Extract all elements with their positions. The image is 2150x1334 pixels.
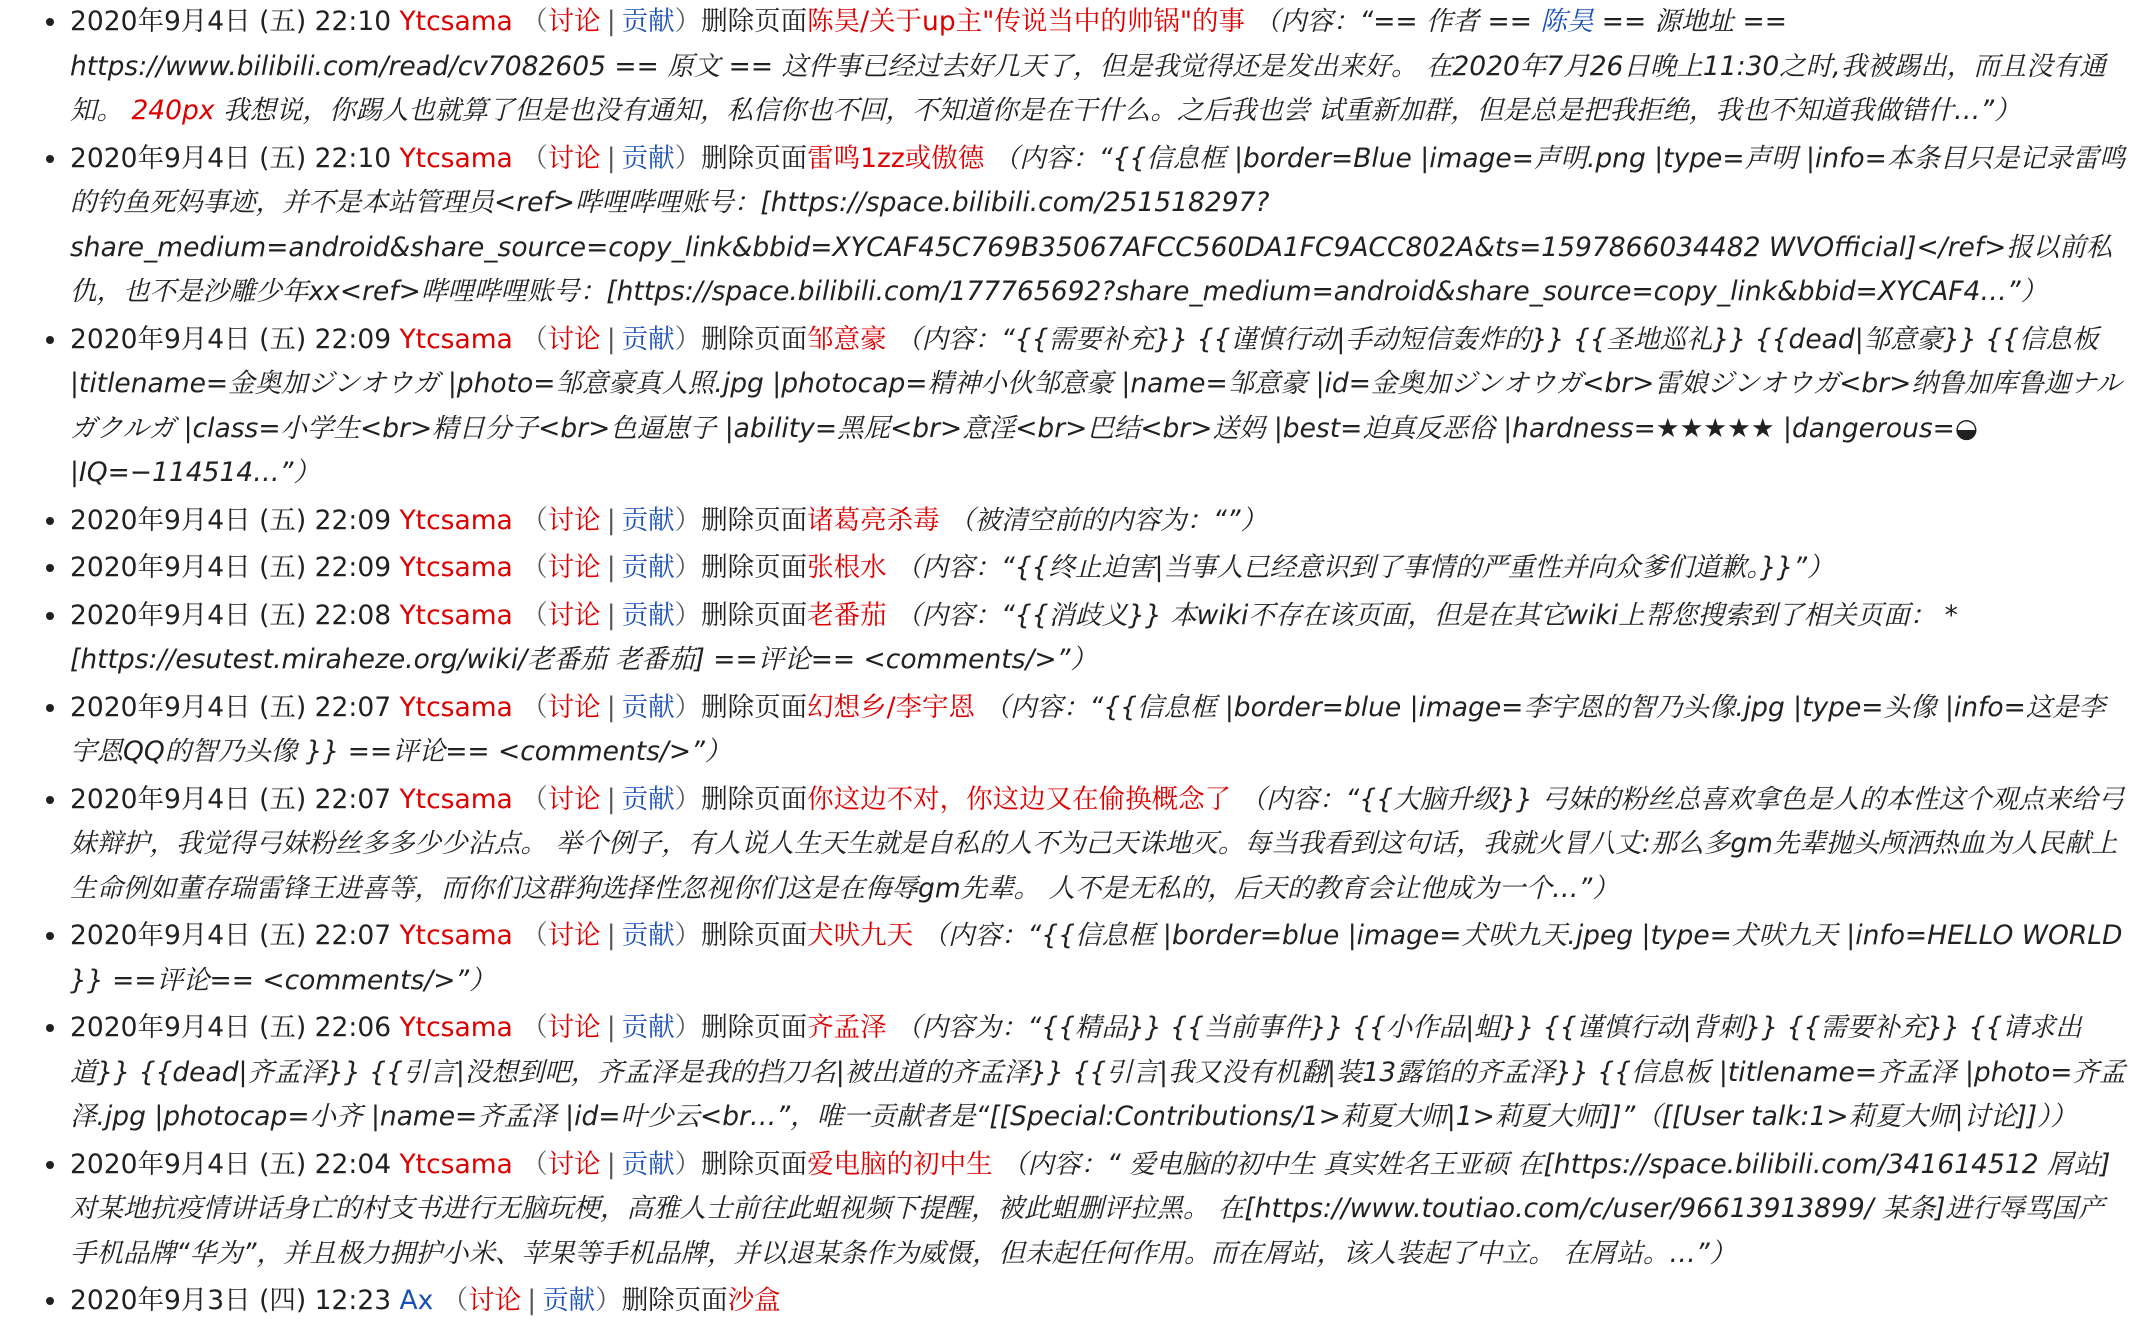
talk-link[interactable]: 讨论 xyxy=(547,1148,601,1180)
talk-link[interactable]: 讨论 xyxy=(547,142,601,174)
log-entry: 2020年9月4日 (五) 22:09 Ytcsama （讨论 | 贡献）删除页面邹意豪 （内容：“{{需要补充}} {{谨慎行动|手动短信轰炸的}} {{圣地巡礼}} {{dead|邹意豪}} {{信息板 |titlename=金奥加ジンオウガ |photo=邹意豪真人照.jpg |photocap=精神小伙邹意豪 |name=邹意豪 |id=金奥加ジンオウガ<br>雷娘ジンオウガ<br>纳鲁加库鲁迦ナルガクルガ |class=小学生<br>精日分子<br>色逼崽子 |ability=黑屁<br>意淫<br>巴结<br>送妈 |best=迫真反恶俗 |hardness=★★★★★ |dangerous=◒ |IQ=−114514…”） xyxy=(70,318,2130,496)
entry-timestamp: 2020年9月4日 (五) 22:04 xyxy=(70,1148,392,1180)
action-text: 删除页面 xyxy=(701,142,808,174)
user-link[interactable]: Ytcsama xyxy=(399,1012,513,1043)
action-text: 删除页面 xyxy=(701,323,808,355)
contribs-link[interactable]: 贡献 xyxy=(621,1012,675,1043)
entry-timestamp: 2020年9月3日 (四) 12:23 xyxy=(70,1285,392,1316)
deleted-page-link[interactable]: 诸葛亮杀毒 xyxy=(807,504,940,536)
action-text: 删除页面 xyxy=(701,6,808,37)
deleted-content-summary: （内容为：“{{精品}} {{当前事件}} {{小作品|蛆}} {{谨慎行动|背刺}} {{需要补充}} {{请求出道}} {{dead|齐孟泽}} {{引言|没想到吧，齐孟泽是我的挡刀名|被出道的齐孟泽}} {{引言|我又没有机翻|装13露馅的齐孟泽}} {{信息板 |titlename=齐孟泽 |photo=齐孟泽.jpg |photocap=小齐 |name=齐孟泽 |id=叶少云<br…”，唯一贡献者是“[[Special:Contributions/1>莉夏大师|1>莉夏大师]]”（[[User talk:1>莉夏大师|讨论]]）） xyxy=(70,1012,2126,1132)
deleted-page-link[interactable]: 犬吠九天 xyxy=(807,920,914,951)
user-link[interactable]: Ytcsama xyxy=(399,783,513,815)
user-link[interactable]: Ytcsama xyxy=(399,142,513,174)
talk-link[interactable]: 讨论 xyxy=(547,6,601,37)
contribs-link[interactable]: 贡献 xyxy=(621,6,675,37)
deleted-content-summary: （内容：“{{信息框 |border=blue |image=犬吠九天.jpeg |type=犬吠九天 |info=HELLO WORLD }} ==评论== <comments/>”） xyxy=(70,920,2123,996)
action-text: 删除页面 xyxy=(701,691,808,723)
talk-link[interactable]: 讨论 xyxy=(547,599,601,631)
deleted-content-summary: （内容：“{{大脑升级}} 弓妹的粉丝总喜欢拿色是人的本性这个观点来给弓妹辩护，我觉得弓妹粉丝多多少少沾点。 举个例子，有人说人生天生就是自私的人不为己天诛地灭。每当我看到这句话，我就火冒八丈:那么多gm先辈抛头颅洒热血为人民献上生命例如董存瑞雷锋王进喜等，而你们这群狗选择性忽视你们这是在侮辱gm先辈。 人不是无私的，后天的教育会让他成为一个…”） xyxy=(70,783,2125,904)
log-entry: 2020年9月4日 (五) 22:09 Ytcsama （讨论 | 贡献）删除页面张根水 （内容：“{{终止迫害|当事人已经意识到了事情的严重性并向众爹们道歉。}}”） xyxy=(70,546,2130,591)
deleted-page-link[interactable]: 爱电脑的初中生 xyxy=(807,1148,993,1180)
deleted-content-summary: （被清空前的内容为：“”） xyxy=(948,504,1268,536)
action-text: 删除页面 xyxy=(621,1285,728,1316)
user-link[interactable]: Ytcsama xyxy=(399,599,513,631)
contribs-link[interactable]: 贡献 xyxy=(621,142,675,174)
deleted-content-summary: （内容：“{{终止迫害|当事人已经意识到了事情的严重性并向众爹们道歉。}}”） xyxy=(895,552,1834,583)
deleted-page-link[interactable]: 张根水 xyxy=(807,552,887,583)
talk-link[interactable]: 讨论 xyxy=(547,783,601,815)
action-text: 删除页面 xyxy=(701,1148,808,1180)
talk-link[interactable]: 讨论 xyxy=(468,1285,522,1316)
contribs-link[interactable]: 贡献 xyxy=(621,783,675,815)
log-entry: 2020年9月4日 (五) 22:10 Ytcsama （讨论 | 贡献）删除页面陈昊/关于up主"传说当中的帅锅"的事 （内容：“== 作者 == 陈昊 == 源地址 == https://www.bilibili.com/read/cv7082605 == 原文 == 这件事已经过去好几天了，但是我觉得还是发出来好。 在2020年7月26日晚上11:30之时,我被踢出，而且没有通知。 240px 我想说，你踢人也就算了但是也没有通知，私信你也不回，不知道你是在干什么。之后我也尝 试重新加群，但是总是把我拒绝，我也不知道我做错什…”） xyxy=(70,0,2130,134)
contribs-link[interactable]: 贡献 xyxy=(542,1285,596,1316)
entry-timestamp: 2020年9月4日 (五) 22:08 xyxy=(70,599,392,631)
log-entry: 2020年9月4日 (五) 22:04 Ytcsama （讨论 | 贡献）删除页面爱电脑的初中生 （内容：“ 爱电脑的初中生 真实姓名王亚硕 在[https://space.bilibili.com/341614512 屑站] 对某地抗疫情讲话身亡的村支书进行无脑玩梗，高雅人士前往此蛆视频下提醒，被此蛆删评拉黑。 在[https://www.toutiao.com/c/user/96613913899/ 某条]进行辱骂国产手机品牌“华为”，并且极力拥护小米、苹果等手机品牌，并以退某条作为威慑，但未起任何作用。而在屑站，该人装起了中立。 在屑站。…”） xyxy=(70,1143,2130,1277)
user-link[interactable]: Ytcsama xyxy=(399,323,513,355)
log-entry: 2020年9月4日 (五) 22:10 Ytcsama （讨论 | 贡献）删除页面雷鸣1zz或傲德 （内容：“{{信息框 |border=Blue |image=声明.png |type=声明 |info=本条目只是记录雷鸣的钓鱼死妈事迹，并不是本站管理员<ref>哔哩哔哩账号：[https://space.bilibili.com/251518297?share_medium=android&share_source=copy_link&bbid=XYCAF45C769B35067AFCC560DA1FC9ACC802A&ts=1597866034482 WVOfficial]</ref>报以前私仇，也不是沙雕少年xx<ref>哔哩哔哩账号：[https://space.bilibili.com/177765692?share_medium=android&share_source=copy_link&bbid=XYCAF4…”） xyxy=(70,137,2130,315)
talk-link[interactable]: 讨论 xyxy=(547,920,601,951)
talk-link[interactable]: 讨论 xyxy=(547,1012,601,1043)
contribs-link[interactable]: 贡献 xyxy=(621,504,675,536)
log-entry: 2020年9月4日 (五) 22:07 Ytcsama （讨论 | 贡献）删除页面犬吠九天 （内容：“{{信息框 |border=blue |image=犬吠九天.jpeg |type=犬吠九天 |info=HELLO WORLD }} ==评论== <comments/>”） xyxy=(70,914,2130,1003)
contribs-link[interactable]: 贡献 xyxy=(621,1148,675,1180)
log-entry: 2020年9月4日 (五) 22:07 Ytcsama （讨论 | 贡献）删除页面幻想乡/李宇恩 （内容：“{{信息框 |border=blue |image=李宇恩的智乃头像.jpg |type=头像 |info=这是李宇恩QQ的智乃头像 }} ==评论== <comments/>”） xyxy=(70,686,2130,775)
talk-link[interactable]: 讨论 xyxy=(547,552,601,583)
entry-timestamp: 2020年9月4日 (五) 22:07 xyxy=(70,783,392,815)
log-entry: 2020年9月4日 (五) 22:09 Ytcsama （讨论 | 贡献）删除页面诸葛亮杀毒 （被清空前的内容为：“”） xyxy=(70,499,2130,544)
deleted-content-summary: （内容：“{{需要补充}} {{谨慎行动|手动短信轰炸的}} {{圣地巡礼}} {{dead|邹意豪}} {{信息板 |titlename=金奥加ジンオウガ |photo=邹意豪真人照.jpg |photocap=精神小伙邹意豪 |name=邹意豪 |id=金奥加ジンオウガ<br>雷娘ジンオウガ<br>纳鲁加库鲁迦ナルガクルガ |class=小学生<br>精日分子<br>色逼崽子 |ability=黑屁<br>意淫<br>巴结<br>送妈 |best=迫真反恶俗 |hardness=★★★★★ |dangerous=◒ |IQ=−114514…”） xyxy=(70,323,2123,488)
deleted-content-summary: （内容：“{{信息框 |border=blue |image=李宇恩的智乃头像.jpg |type=头像 |info=这是李宇恩QQ的智乃头像 }} ==评论== <comments/>”） xyxy=(70,691,2106,767)
entry-timestamp: 2020年9月4日 (五) 22:07 xyxy=(70,920,392,951)
log-entry: 2020年9月4日 (五) 22:08 Ytcsama （讨论 | 贡献）删除页面老番茄 （内容：“{{消歧义}} 本wiki不存在该页面，但是在其它wiki上帮您搜索到了相关页面： * [https://esutest.miraheze.org/wiki/老番茄 老番茄] ==评论== <comments/>”） xyxy=(70,594,2130,683)
deleted-page-link[interactable]: 沙盒 xyxy=(727,1285,781,1316)
user-link[interactable]: Ax xyxy=(399,1285,434,1316)
contribs-link[interactable]: 贡献 xyxy=(621,323,675,355)
deleted-page-link[interactable]: 雷鸣1zz或傲德 xyxy=(807,142,985,174)
talk-link[interactable]: 讨论 xyxy=(547,691,601,723)
contribs-link[interactable]: 贡献 xyxy=(621,920,675,951)
deleted-content-summary: （内容：“{{消歧义}} 本wiki不存在该页面，但是在其它wiki上帮您搜索到了相关页面： * [https://esutest.miraheze.org/wiki/老番茄 老番茄] ==评论== <comments/>”） xyxy=(70,599,1958,675)
deleted-page-link[interactable]: 老番茄 xyxy=(807,599,887,631)
contribs-link[interactable]: 贡献 xyxy=(621,691,675,723)
action-text: 删除页面 xyxy=(701,504,808,536)
entry-timestamp: 2020年9月4日 (五) 22:09 xyxy=(70,504,392,536)
deleted-content-summary: （内容：“ 爱电脑的初中生 真实姓名王亚硕 在[https://space.bilibili.com/341614512 屑站] 对某地抗疫情讲话身亡的村支书进行无脑玩梗，高雅人士前往此蛆视频下提醒，被此蛆删评拉黑。 在[https://www.toutiao.com/c/user/96613913899/ 某条]进行辱骂国产手机品牌“华为”，并且极力拥护小米、苹果等手机品牌，并以退某条作为威慑，但未起任何作用。而在屑站，该人装起了中立。 在屑站。…”） xyxy=(70,1148,2111,1269)
deleted-content-summary: （内容：“{{信息框 |border=Blue |image=声明.png |type=声明 |info=本条目只是记录雷鸣的钓鱼死妈事迹，并不是本站管理员<ref>哔哩哔哩账号：[https://space.bilibili.com/251518297?share_medium=android&share_source=copy_link&bbid=XYCAF45C769B35067AFCC560DA1FC9ACC802A&ts=1597866034482 WVOfficial]</ref>报以前私仇，也不是沙雕少年xx<ref>哔哩哔哩账号：[https://space.bilibili.com/177765692?share_medium=android&share_source=copy_link&bbid=XYCAF4…”） xyxy=(70,142,2126,307)
entry-timestamp: 2020年9月4日 (五) 22:09 xyxy=(70,323,392,355)
user-link[interactable]: Ytcsama xyxy=(399,1148,513,1180)
talk-link[interactable]: 讨论 xyxy=(547,323,601,355)
content-inline-link[interactable]: 陈昊 xyxy=(1540,6,1594,37)
entry-timestamp: 2020年9月4日 (五) 22:10 xyxy=(70,6,392,37)
user-link[interactable]: Ytcsama xyxy=(399,691,513,723)
deleted-page-link[interactable]: 邹意豪 xyxy=(807,323,887,355)
deleted-page-link[interactable]: 齐孟泽 xyxy=(807,1012,887,1043)
user-link[interactable]: Ytcsama xyxy=(399,920,513,951)
entry-timestamp: 2020年9月4日 (五) 22:09 xyxy=(70,552,392,583)
user-link[interactable]: Ytcsama xyxy=(399,504,513,536)
deleted-page-link[interactable]: 陈昊/关于up主"传说当中的帅锅"的事 xyxy=(807,6,1246,37)
log-entry: 2020年9月3日 (四) 12:23 Ax （讨论 | 贡献）删除页面沙盒 xyxy=(70,1279,2130,1324)
user-link[interactable]: Ytcsama xyxy=(399,6,513,37)
action-text: 删除页面 xyxy=(701,920,808,951)
contribs-link[interactable]: 贡献 xyxy=(621,599,675,631)
action-text: 删除页面 xyxy=(701,1012,808,1043)
deleted-page-link[interactable]: 幻想乡/李宇恩 xyxy=(807,691,976,723)
talk-link[interactable]: 讨论 xyxy=(547,504,601,536)
contribs-link[interactable]: 贡献 xyxy=(621,552,675,583)
content-inline-link[interactable]: 240px xyxy=(131,95,215,126)
user-link[interactable]: Ytcsama xyxy=(399,552,513,583)
action-text: 删除页面 xyxy=(701,552,808,583)
log-entry: 2020年9月4日 (五) 22:07 Ytcsama （讨论 | 贡献）删除页面你这边不对，你这边又在偷换概念了 （内容：“{{大脑升级}} 弓妹的粉丝总喜欢拿色是人的本性这个观点来给弓妹辩护，我觉得弓妹粉丝多多少少沾点。 举个例子，有人说人生天生就是自私的人不为己天诛地灭。每当我看到这句话，我就火冒八丈:那么多gm先辈抛头颅洒热血为人民献上生命例如董存瑞雷锋王进喜等，而你们这群狗选择性忽视你们这是在侮辱gm先辈。 人不是无私的，后天的教育会让他成为一个…”） xyxy=(70,778,2130,912)
deleted-content-summary: （内容：“== 作者 == 陈昊 == 源地址 == https://www.bilibili.com/read/cv7082605 == 原文 == 这件事已经过去好几天了，但是我觉得还是发出来好。 在2020年7月26日晚上11:30之时,我被踢出，而且没有通知。 240px 我想说，你踢人也就算了但是也没有通知，私信你也不回，不知道你是在干什么。之后我也尝 试重新加群，但是总是把我拒绝，我也不知道我做错什…”） xyxy=(70,6,2106,126)
action-text: 删除页面 xyxy=(701,783,808,815)
entry-timestamp: 2020年9月4日 (五) 22:06 xyxy=(70,1012,392,1043)
entry-timestamp: 2020年9月4日 (五) 22:07 xyxy=(70,691,392,723)
entry-timestamp: 2020年9月4日 (五) 22:10 xyxy=(70,142,392,174)
deleted-page-link[interactable]: 你这边不对，你这边又在偷换概念了 xyxy=(807,783,1232,815)
action-text: 删除页面 xyxy=(701,599,808,631)
log-entry: 2020年9月4日 (五) 22:06 Ytcsama （讨论 | 贡献）删除页面齐孟泽 （内容为：“{{精品}} {{当前事件}} {{小作品|蛆}} {{谨慎行动|背刺}} {{需要补充}} {{请求出道}} {{dead|齐孟泽}} {{引言|没想到吧，齐孟泽是我的挡刀名|被出道的齐孟泽}} {{引言|我又没有机翻|装13露馅的齐孟泽}} {{信息板 |titlename=齐孟泽 |photo=齐孟泽.jpg |photocap=小齐 |name=齐孟泽 |id=叶少云<br…”，唯一贡献者是“[[Special:Contributions/1>莉夏大师|1>莉夏大师]]”（[[User talk:1>莉夏大师|讨论]]）） xyxy=(70,1006,2130,1140)
